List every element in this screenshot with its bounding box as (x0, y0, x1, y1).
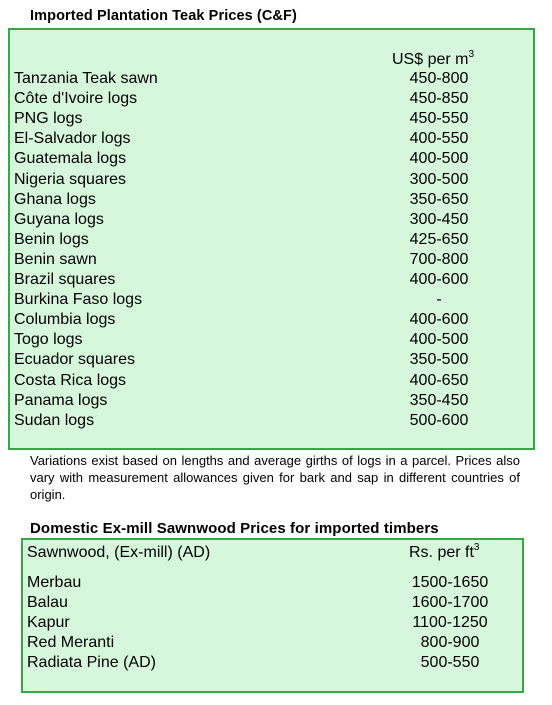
table-row (14, 250, 533, 270)
row-price: 1600-1700 (411, 594, 489, 611)
row-name: Sudan logs (14, 411, 95, 429)
table-row (14, 190, 533, 210)
sawnwood-unit-header (409, 543, 479, 563)
sawnwood-name-header: Sawnwood, (Ex-mill) (AD) (27, 544, 211, 561)
row-name: Ghana logs (14, 190, 96, 208)
table-row (14, 69, 533, 89)
table-row (14, 411, 533, 431)
table-row (14, 350, 533, 370)
row-price: 400-500 (409, 150, 469, 168)
table-row (14, 170, 533, 190)
table-row (14, 310, 533, 330)
row-name: Costa Rica logs (14, 371, 127, 389)
row-name: Balau (27, 594, 68, 611)
table-row (27, 653, 522, 673)
table-row (27, 633, 522, 653)
row-price: 350-450 (409, 391, 469, 409)
row-price: 400-500 (409, 331, 469, 349)
row-price: 1100-1250 (412, 614, 488, 631)
row-price: 700-800 (409, 250, 469, 268)
row-price: 400-600 (409, 271, 469, 288)
table-row (14, 371, 533, 391)
row-price: 400-550 (409, 130, 469, 148)
row-price: 350-500 (409, 351, 469, 369)
row-name: Guatemala logs (14, 150, 127, 168)
row-price: 500-550 (420, 654, 480, 671)
table-row (14, 330, 533, 350)
teak-unit-superscript: 3 (468, 49, 475, 60)
row-price: 450-550 (409, 110, 469, 128)
row-name: Benin logs (14, 230, 89, 248)
row-name: Radiata Pine (AD) (27, 654, 156, 671)
table-row (14, 129, 533, 149)
row-name: Brazil squares (14, 271, 116, 288)
table-row (14, 109, 533, 129)
sawnwood-unit-superscript: 3 (473, 542, 480, 553)
row-price: 1500-1650 (411, 574, 489, 591)
sawnwood-unit-label: Rs. per ft (409, 544, 474, 561)
table-row (14, 89, 533, 109)
row-name: PNG logs (14, 110, 83, 128)
row-name: Nigeria squares (14, 170, 127, 188)
row-price: 350-650 (409, 190, 469, 208)
table-row (14, 149, 533, 169)
row-price: 425-650 (409, 230, 469, 248)
teak-unit-header (392, 50, 474, 70)
table-row (14, 391, 533, 411)
table-row (14, 270, 533, 290)
row-price: 500-600 (409, 411, 469, 429)
row-name: Tanzania Teak sawn (14, 70, 158, 87)
row-name: Columbia logs (14, 311, 116, 329)
table-row (14, 230, 533, 250)
row-name: Togo logs (14, 331, 83, 349)
row-name: El-Salvador logs (14, 130, 131, 148)
table-row (27, 593, 522, 613)
table-row (27, 573, 522, 593)
row-price: 450-850 (409, 90, 469, 108)
row-price: 300-450 (409, 210, 469, 228)
teak-unit-label: US$ per m (392, 51, 469, 68)
table-row (14, 290, 533, 310)
sawnwood-prices-table (21, 538, 524, 693)
table-row (14, 210, 533, 230)
row-price: - (436, 291, 442, 309)
row-name: Burkina Faso logs (14, 291, 143, 309)
row-name: Red Meranti (27, 634, 115, 651)
row-price: 400-600 (409, 311, 469, 329)
row-price: 450-800 (409, 70, 469, 87)
teak-prices-title: Imported Plantation Teak Prices (C&F) (30, 8, 297, 24)
teak-prices-table (8, 28, 535, 450)
variations-note: Variations exist based on lengths and average girths of logs in a parcel. Prices also vary with measurement allowances given for bark and sap in different countries of origin. (30, 453, 520, 502)
row-name: Kapur (27, 614, 70, 631)
row-price: 800-900 (420, 634, 480, 651)
sawnwood-prices-title: Domestic Ex-mill Sawnwood Prices for imported timbers (30, 520, 439, 537)
row-name: Ecuador squares (14, 351, 135, 369)
row-price: 400-650 (409, 371, 469, 389)
row-name: Merbau (27, 574, 82, 591)
row-name: Côte d'Ivoire logs (14, 90, 138, 108)
row-name: Panama logs (14, 391, 108, 409)
table-row (27, 613, 522, 633)
row-name: Guyana logs (14, 210, 104, 228)
row-price: 300-500 (409, 170, 469, 188)
row-name: Benin sawn (14, 250, 97, 268)
